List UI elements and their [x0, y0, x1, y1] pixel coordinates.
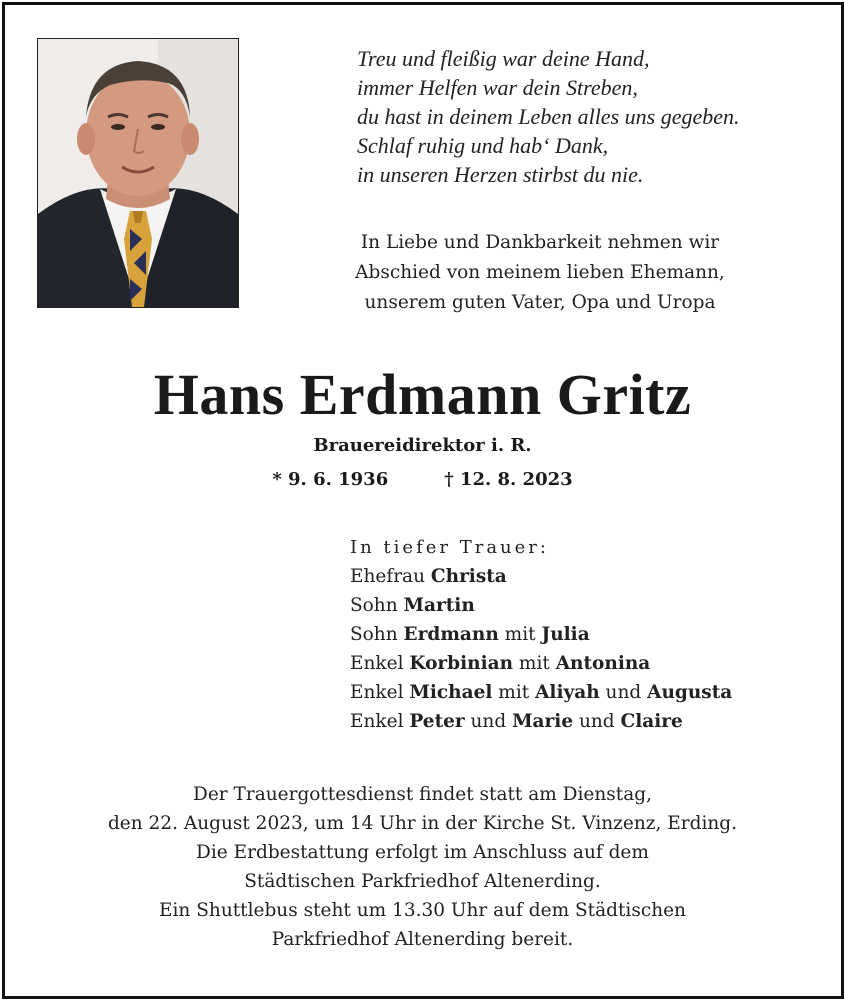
mourner-name: Augusta — [647, 682, 733, 703]
mourner-name: Christa — [430, 566, 507, 587]
mourner-name: Julia — [541, 624, 590, 645]
farewell-intro — [270, 228, 810, 318]
mourner-name: Martin — [403, 595, 475, 616]
death-date: † 12. 8. 2023 — [444, 469, 573, 490]
mourner-row — [350, 707, 830, 736]
deceased-title: Brauereidirektor i. R. — [313, 435, 532, 456]
birth-date: * 9. 6. 1936 — [272, 469, 389, 490]
mourner-relation: und — [599, 682, 648, 703]
mourner-relation: Enkel — [350, 653, 410, 674]
mourner-row — [350, 649, 830, 678]
mourner-row — [350, 562, 830, 591]
service-line: Der Trauergottesdienst findet statt am Dienstag, — [193, 784, 652, 805]
mourner-relation: Enkel — [350, 711, 410, 732]
mourner-name: Antonina — [555, 653, 651, 674]
mourner-relation: und — [573, 711, 621, 732]
mourner-relation: mit — [513, 653, 556, 674]
service-line: Ein Shuttlebus steht um 13.30 Uhr auf dem Städtischen — [159, 900, 686, 921]
mourner-relation: und — [464, 711, 513, 732]
mourners-heading: In tiefer Trauer: — [350, 537, 549, 558]
poem-line: Schlaf ruhig und hab‘ Dank, — [357, 133, 609, 158]
mourner-relation: Ehefrau — [350, 566, 431, 587]
mourner-name: Aliyah — [535, 682, 600, 703]
mourner-row — [350, 620, 830, 649]
mourner-relation: mit — [498, 624, 542, 645]
mourners-list — [350, 533, 830, 736]
mourner-row — [350, 678, 830, 707]
mourner-name: Michael — [409, 682, 493, 703]
service-line: Die Erdbestattung erfolgt im Anschluss auf dem — [196, 842, 649, 863]
poem-line: du hast in deinem Leben alles uns gegeben. — [357, 104, 740, 129]
mourner-name: Claire — [620, 711, 683, 732]
deceased-name: Hans Erdmann Gritz — [153, 362, 692, 427]
mourner-name: Marie — [512, 711, 574, 732]
mourner-name: Korbinian — [409, 653, 514, 674]
life-dates — [0, 468, 845, 492]
poem-verse — [357, 44, 817, 189]
intro-line: unserem guten Vater, Opa und Uropa — [364, 292, 716, 313]
mourner-name: Peter — [409, 711, 465, 732]
mourner-relation: Enkel — [350, 682, 410, 703]
poem-line: Treu und fleißig war deine Hand, — [357, 46, 650, 71]
poem-line: immer Helfen war dein Streben, — [357, 75, 638, 100]
mourner-relation: Sohn — [350, 624, 404, 645]
service-line: Städtischen Parkfriedhof Altenerding. — [244, 871, 601, 892]
mourner-name: Erdmann — [403, 624, 499, 645]
funeral-service-info — [0, 780, 845, 954]
mourner-relation: Sohn — [350, 595, 404, 616]
mourner-relation: mit — [492, 682, 536, 703]
service-line: den 22. August 2023, um 14 Uhr in der Kirche St. Vinzenz, Erding. — [107, 813, 738, 834]
portrait-photo — [37, 38, 239, 308]
mourner-row — [350, 591, 830, 620]
service-line: Parkfriedhof Altenerding bereit. — [271, 929, 574, 950]
intro-line: In Liebe und Dankbarkeit nehmen wir — [360, 232, 720, 253]
portrait-illustration — [38, 39, 238, 307]
intro-line: Abschied von meinem lieben Ehemann, — [355, 262, 725, 283]
poem-line: in unseren Herzen stirbst du nie. — [357, 162, 644, 187]
